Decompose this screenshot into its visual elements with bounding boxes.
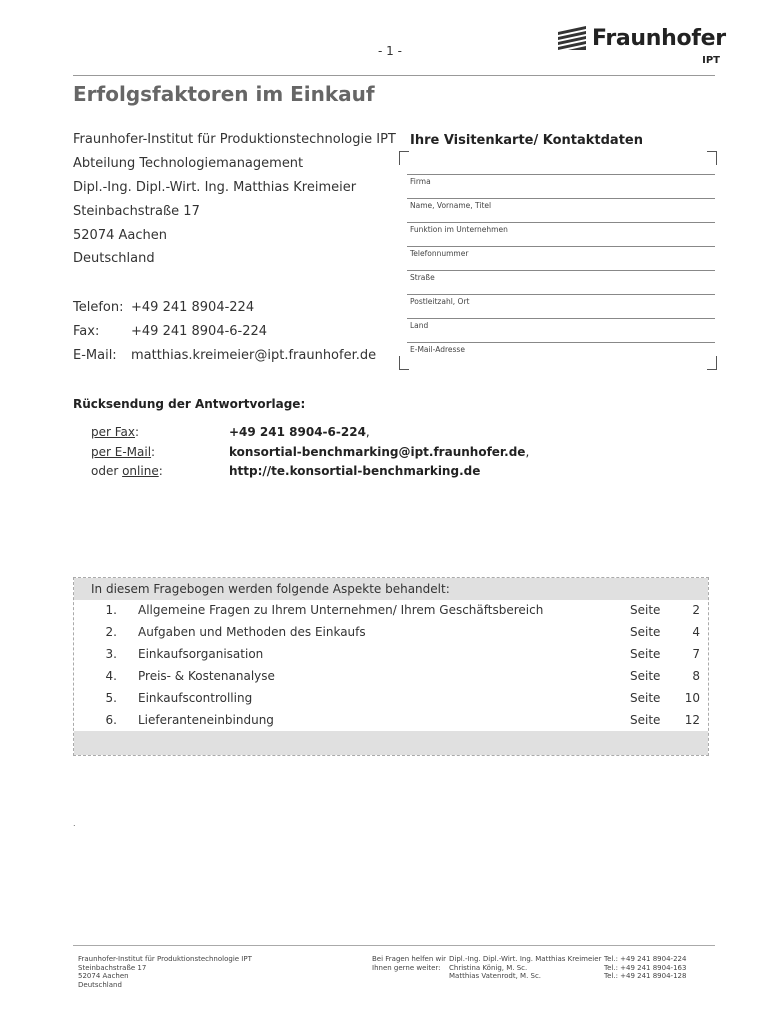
return-email-label: per E-Mail: — [91, 445, 156, 459]
toc-row-page-word: Seite — [630, 669, 661, 683]
toc-row-number: 4. — [105, 669, 117, 683]
footer-people — [449, 955, 601, 981]
footer-help — [372, 955, 446, 972]
footer-person: Christina König, M. Sc. — [449, 963, 528, 972]
toc-row-page: 2 — [692, 603, 700, 617]
toc-row-number: 1. — [105, 603, 117, 617]
footer-address-line: Deutschland — [78, 980, 122, 989]
toc-row — [74, 625, 708, 647]
card-field-label: Postleitzahl, Ort — [410, 297, 470, 306]
fraunhofer-logo — [556, 26, 726, 74]
card-field-label: Land — [410, 321, 429, 330]
card-field-company[interactable] — [407, 174, 715, 199]
card-field-function[interactable] — [407, 222, 715, 247]
footer-address-line: 52074 Aachen — [78, 972, 129, 981]
card-corner-top-right — [707, 151, 717, 165]
return-email-address[interactable]: konsortial-benchmarking@ipt.fraunhofer.de — [229, 445, 526, 459]
toc-row-number: 3. — [105, 647, 117, 661]
return-online-prefix: oder — [91, 464, 123, 478]
return-email-value: konsortial-benchmarking@ipt.fraunhofer.de, — [229, 445, 530, 459]
footer-help-line: Bei Fragen helfen wir — [372, 955, 447, 963]
toc-row-title: Preis- & Kostenanalyse — [138, 669, 275, 683]
email-value[interactable]: matthias.kreimeier@ipt.fraunhofer.de — [131, 348, 377, 363]
toc-row-page-word: Seite — [630, 691, 661, 705]
fraunhofer-logo-icon — [556, 26, 590, 50]
toc-row-number: 6. — [105, 713, 117, 727]
fax-value: +49 241 8904-6-224 — [131, 324, 268, 339]
phone-value: +49 241 8904-224 — [131, 300, 255, 315]
toc-row-page: 12 — [684, 713, 700, 727]
toc-row-page: 10 — [684, 691, 700, 705]
footer-help-line: Ihnen gerne weiter: — [372, 963, 441, 972]
logo-sub: IPT — [702, 55, 720, 66]
footer-phones — [604, 955, 686, 981]
email-label: E-Mail: — [73, 348, 117, 363]
card-field-label: Straße — [410, 273, 435, 282]
card-field-label: Funktion im Unternehmen — [410, 225, 508, 234]
card-field-label: Firma — [410, 177, 431, 186]
footer-address-line: Fraunhofer-Institut für Produktionstechnologie IPT — [78, 955, 252, 963]
card-field-label: E-Mail-Adresse — [410, 345, 465, 354]
return-title: Rücksendung der Antwortvorlage: — [73, 397, 306, 411]
phone-label: Telefon: — [73, 300, 124, 315]
return-email-link[interactable]: per E-Mail — [91, 445, 152, 459]
address-city: 52074 Aachen — [73, 228, 167, 243]
card-field-label: Telefonnummer — [410, 249, 469, 258]
toc-row — [74, 647, 708, 669]
toc-row-page-word: Seite — [630, 713, 661, 727]
return-online-link[interactable]: online — [122, 464, 159, 478]
toc-row — [74, 691, 708, 713]
toc-box — [73, 577, 709, 756]
toc-row-number: 2. — [105, 625, 117, 639]
card-field-phone[interactable] — [407, 246, 715, 271]
return-fax-value: +49 241 8904-6-224, — [229, 425, 370, 439]
return-online-url[interactable]: http://te.konsortial-benchmarking.de — [229, 464, 481, 478]
footer-person: Matthias Vatenrodt, M. Sc. — [449, 972, 542, 981]
card-field-zip-city[interactable] — [407, 294, 715, 319]
address-department: Abteilung Technologiemanagement — [73, 156, 304, 171]
return-online-label: oder online: — [91, 464, 163, 478]
footer-phone: Tel.: +49 241 8904-224 — [604, 955, 687, 963]
footer-address — [78, 955, 252, 989]
card-corner-top-left — [399, 151, 409, 165]
card-field-label: Name, Vorname, Titel — [410, 201, 492, 210]
footer-address-line: Steinbachstraße 17 — [78, 963, 147, 972]
card-title: Ihre Visitenkarte/ Kontaktdaten — [410, 133, 643, 148]
header-divider — [73, 75, 715, 76]
toc-row-page: 4 — [692, 625, 700, 639]
footer-person: Dipl.-Ing. Dipl.-Wirt. Ing. Matthias Kreimeier — [449, 955, 602, 963]
toc-heading: In diesem Fragebogen werden folgende Aspekte behandelt: — [91, 582, 450, 596]
logo-name: Fraunhofer — [592, 26, 726, 51]
toc-footer-band — [74, 731, 708, 755]
footer-phone: Tel.: +49 241 8904-128 — [604, 972, 687, 981]
page-title: Erfolgsfaktoren im Einkauf — [73, 82, 375, 106]
toc-row-title: Einkaufscontrolling — [138, 691, 253, 705]
toc-row-title: Lieferanteneinbindung — [138, 713, 274, 727]
address-institute: Fraunhofer-Institut für Produktionstechnologie IPT — [73, 132, 396, 147]
toc-row-page: 7 — [692, 647, 700, 661]
page-number: - 1 - — [378, 44, 402, 58]
toc-row-page-word: Seite — [630, 625, 661, 639]
stray-mark: . — [73, 819, 76, 828]
toc-header — [74, 578, 708, 600]
card-field-email[interactable] — [407, 342, 715, 367]
toc-row-page-word: Seite — [630, 603, 661, 617]
fax-label: Fax: — [73, 324, 100, 339]
address-country: Deutschland — [73, 251, 155, 266]
address-street: Steinbachstraße 17 — [73, 204, 200, 219]
toc-row-page: 8 — [692, 669, 700, 683]
toc-row — [74, 669, 708, 691]
address-person: Dipl.-Ing. Dipl.-Wirt. Ing. Matthias Kreimeier — [73, 180, 357, 195]
toc-row-title: Einkaufsorganisation — [138, 647, 264, 661]
toc-row-number: 5. — [105, 691, 117, 705]
toc-row — [74, 603, 708, 625]
toc-row-title: Aufgaben und Methoden des Einkaufs — [138, 625, 366, 639]
return-fax-number: +49 241 8904-6-224 — [229, 425, 366, 439]
card-field-country[interactable] — [407, 318, 715, 343]
return-fax-label: per Fax: — [91, 425, 140, 439]
footer-phone: Tel.: +49 241 8904-163 — [604, 963, 687, 972]
return-fax-link[interactable]: per Fax — [91, 425, 136, 439]
footer-divider — [73, 945, 715, 946]
card-field-name[interactable] — [407, 198, 715, 223]
card-field-street[interactable] — [407, 270, 715, 295]
toc-row-page-word: Seite — [630, 647, 661, 661]
toc-row-title: Allgemeine Fragen zu Ihrem Unternehmen/ Ihrem Geschäftsbereich — [138, 603, 544, 617]
